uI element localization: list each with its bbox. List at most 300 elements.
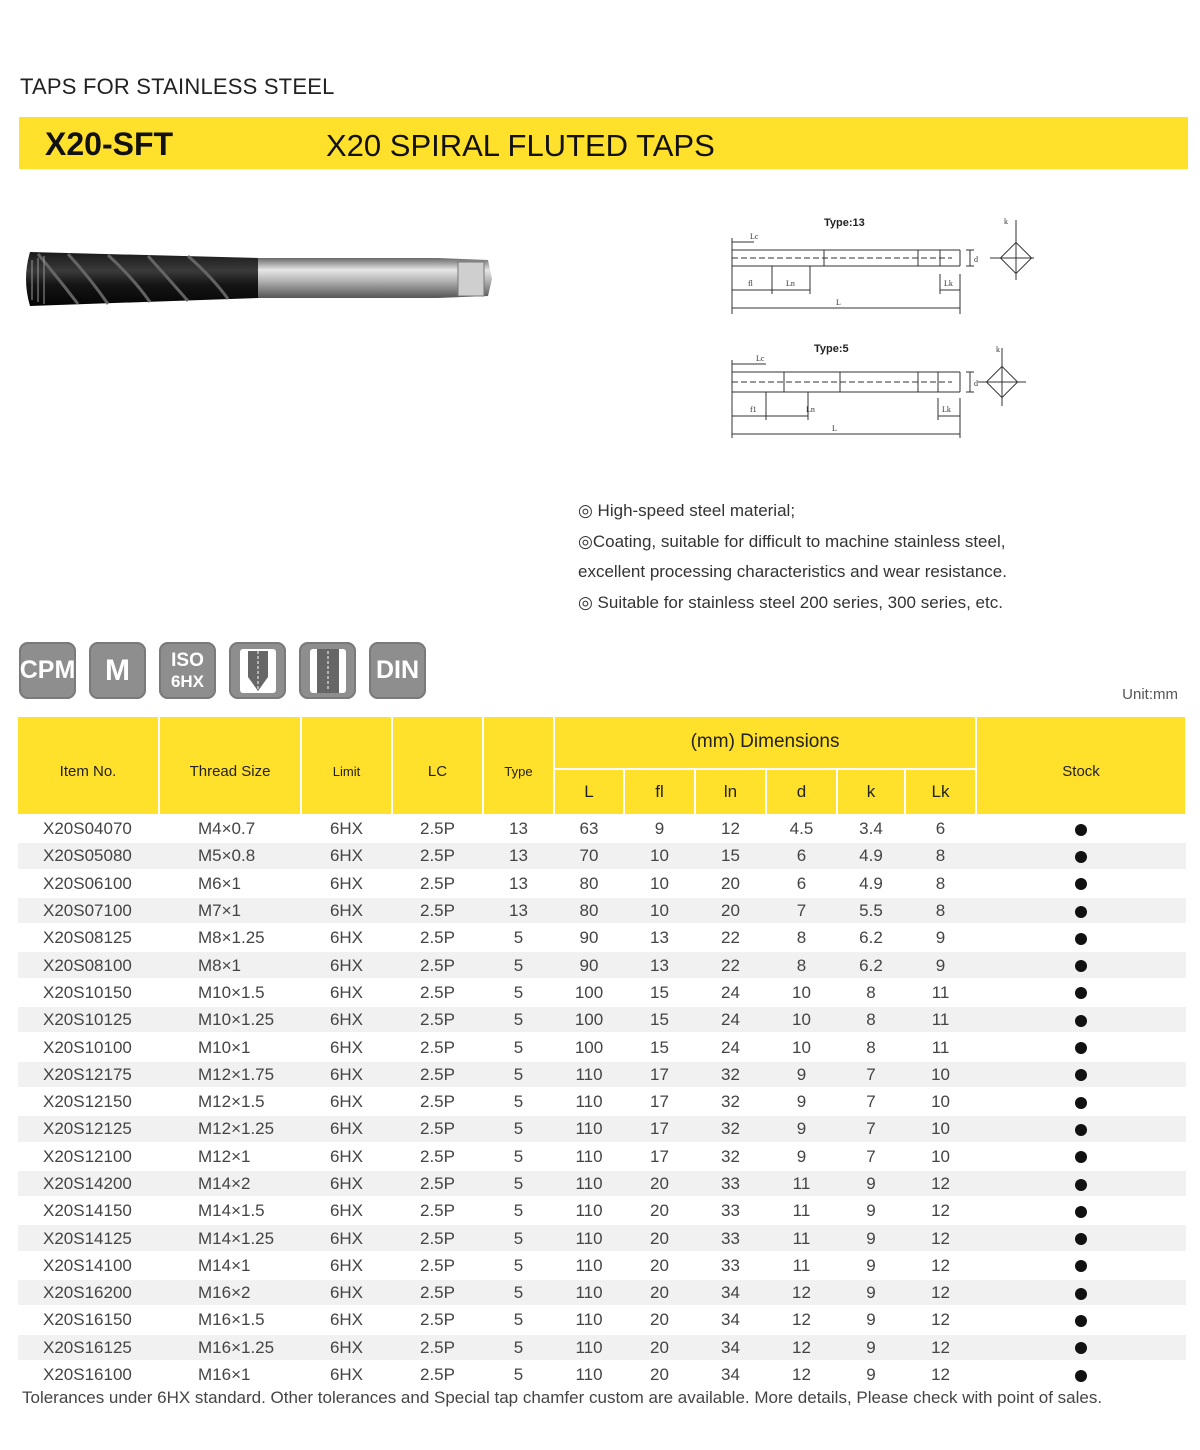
dim-lk-cell: 11 [905,979,976,1006]
in-stock-dot-icon [1075,1233,1087,1245]
table-row [18,924,1186,951]
in-stock-dot-icon [1075,933,1087,945]
lc-cell: 2.5P [392,1279,483,1306]
type13-lc: Lc [750,232,759,241]
dim-k-cell: 7 [837,1088,905,1115]
dim-l-cell: 110 [554,1224,624,1251]
col-dim-ln: ln [695,769,766,815]
item-no-cell: X20S08100 [18,951,159,978]
col-type: Type [483,717,554,815]
dim-fl-cell: 9 [624,815,695,842]
col-dim-k: k [837,769,905,815]
dim-d-cell: 12 [766,1306,837,1333]
limit-cell: 6HX [301,1115,392,1142]
item-no-cell: X20S16100 [18,1361,159,1388]
dim-k-cell: 9 [837,1279,905,1306]
dim-ln-cell: 32 [695,1088,766,1115]
in-stock-dot-icon [1075,1288,1087,1300]
lc-cell: 2.5P [392,1061,483,1088]
item-no-cell: X20S10150 [18,979,159,1006]
item-no-cell: X20S05080 [18,842,159,869]
dim-fl-cell: 17 [624,1115,695,1142]
in-stock-dot-icon [1075,960,1087,972]
blind-hole-icon [229,642,286,699]
type-cell: 5 [483,1306,554,1333]
table-row [18,1033,1186,1060]
col-dim-d: d [766,769,837,815]
type-cell: 5 [483,1033,554,1060]
lc-cell: 2.5P [392,1115,483,1142]
dim-k-cell: 7 [837,1115,905,1142]
dim-ln-cell: 22 [695,951,766,978]
dim-fl-cell: 20 [624,1170,695,1197]
type-cell: 5 [483,1088,554,1115]
stock-cell [976,1361,1186,1388]
dim-fl-cell: 10 [624,897,695,924]
dim-l-cell: 100 [554,979,624,1006]
lc-cell: 2.5P [392,1197,483,1224]
dim-lk-cell: 12 [905,1306,976,1333]
lc-cell: 2.5P [392,897,483,924]
dim-l-cell: 80 [554,897,624,924]
in-stock-dot-icon [1075,1124,1087,1136]
in-stock-dot-icon [1075,1260,1087,1272]
col-item-no: Item No. [18,717,159,815]
thread-size-cell: M16×1.5 [159,1306,301,1333]
dim-k-cell: 9 [837,1334,905,1361]
lc-cell: 2.5P [392,815,483,842]
dim-k-cell: 9 [837,1361,905,1388]
dim-lk-cell: 10 [905,1061,976,1088]
feature-list [578,496,1007,618]
thread-size-cell: M16×1.25 [159,1334,301,1361]
limit-cell: 6HX [301,1143,392,1170]
in-stock-dot-icon [1075,906,1087,918]
dim-l-cell: 100 [554,1033,624,1060]
stock-cell [976,1279,1186,1306]
stock-cell [976,897,1186,924]
thread-size-cell: M12×1.75 [159,1061,301,1088]
dim-lk-cell: 12 [905,1334,976,1361]
col-dim-lk: Lk [905,769,976,815]
in-stock-dot-icon [1075,1069,1087,1081]
thread-size-cell: M12×1.5 [159,1088,301,1115]
type-cell: 5 [483,1197,554,1224]
table-row [18,1143,1186,1170]
stock-cell [976,1252,1186,1279]
table-row [18,1279,1186,1306]
limit-cell: 6HX [301,1361,392,1388]
type13-title: Type:13 [824,217,865,229]
lc-cell: 2.5P [392,924,483,951]
thread-size-cell: M10×1.5 [159,979,301,1006]
footer-note: Tolerances under 6HX standard. Other tolerances and Special tap chamfer custom are available. More details, Please check with point of sales. [22,1388,1103,1407]
col-thread-size: Thread Size [159,717,301,815]
dim-fl-cell: 17 [624,1061,695,1088]
dim-fl-cell: 20 [624,1361,695,1388]
thread-size-cell: M4×0.7 [159,815,301,842]
dim-d-cell: 7 [766,897,837,924]
type-cell: 13 [483,870,554,897]
product-name: X20 SPIRAL FLUTED TAPS [326,128,715,163]
din-badge: DIN [369,642,426,699]
product-banner [19,117,1188,169]
dim-k-cell: 9 [837,1306,905,1333]
dim-ln-cell: 34 [695,1334,766,1361]
in-stock-dot-icon [1075,1015,1087,1027]
in-stock-dot-icon [1075,1315,1087,1327]
thread-size-cell: M7×1 [159,897,301,924]
type-cell: 5 [483,1361,554,1388]
thread-size-cell: M16×2 [159,1279,301,1306]
thread-size-cell: M8×1.25 [159,924,301,951]
dim-d-cell: 10 [766,979,837,1006]
dim-d-cell: 9 [766,1115,837,1142]
thread-size-cell: M14×1 [159,1252,301,1279]
dim-l-cell: 63 [554,815,624,842]
table-row [18,870,1186,897]
dim-fl-cell: 15 [624,979,695,1006]
item-no-cell: X20S12125 [18,1115,159,1142]
thread-size-cell: M16×1 [159,1361,301,1388]
dim-ln-cell: 34 [695,1279,766,1306]
iso-6hx-badge [159,642,216,699]
table-row [18,1334,1186,1361]
dim-fl-cell: 20 [624,1197,695,1224]
in-stock-dot-icon [1075,1097,1087,1109]
dim-fl-cell: 10 [624,870,695,897]
in-stock-dot-icon [1075,878,1087,890]
type-cell: 5 [483,1006,554,1033]
type13-k: k [1004,217,1008,226]
limit-cell: 6HX [301,1006,392,1033]
thread-size-cell: M6×1 [159,870,301,897]
dim-d-cell: 6 [766,870,837,897]
table-row [18,951,1186,978]
item-no-cell: X20S12100 [18,1143,159,1170]
thread-size-cell: M10×1.25 [159,1006,301,1033]
dim-lk-cell: 12 [905,1224,976,1251]
dim-fl-cell: 20 [624,1334,695,1361]
dim-lk-cell: 9 [905,924,976,951]
limit-cell: 6HX [301,1334,392,1361]
dim-ln-cell: 32 [695,1143,766,1170]
type-cell: 5 [483,1334,554,1361]
dim-d-cell: 9 [766,1061,837,1088]
dim-d-cell: 10 [766,1033,837,1060]
in-stock-dot-icon [1075,1206,1087,1218]
dim-d-cell: 10 [766,1006,837,1033]
dim-l-cell: 90 [554,924,624,951]
table-row [18,1006,1186,1033]
dim-l-cell: 90 [554,951,624,978]
dim-l-cell: 110 [554,1252,624,1279]
dim-fl-cell: 15 [624,1006,695,1033]
type13-fl: fl [748,279,753,288]
in-stock-dot-icon [1075,1370,1087,1382]
type5-ln: Ln [806,405,815,414]
type-cell: 5 [483,1115,554,1142]
lc-cell: 2.5P [392,1088,483,1115]
table-row [18,1361,1186,1388]
stock-cell [976,924,1186,951]
type-cell: 13 [483,815,554,842]
type5-title: Type:5 [814,343,849,355]
limit-cell: 6HX [301,1252,392,1279]
category-title: TAPS FOR STAINLESS STEEL [20,74,335,99]
dim-lk-cell: 8 [905,897,976,924]
type-cell: 5 [483,979,554,1006]
dim-ln-cell: 33 [695,1170,766,1197]
stock-cell [976,1224,1186,1251]
stock-cell [976,951,1186,978]
dim-k-cell: 7 [837,1143,905,1170]
lc-cell: 2.5P [392,1143,483,1170]
item-no-cell: X20S06100 [18,870,159,897]
table-row [18,1197,1186,1224]
dim-lk-cell: 10 [905,1115,976,1142]
thread-size-cell: M8×1 [159,951,301,978]
type-cell: 13 [483,842,554,869]
stock-cell [976,1088,1186,1115]
col-lc: LC [392,717,483,815]
limit-cell: 6HX [301,1088,392,1115]
dim-fl-cell: 20 [624,1279,695,1306]
item-no-cell: X20S14200 [18,1170,159,1197]
type5-d: d [974,379,978,388]
type5-diagram [712,340,1042,440]
dim-ln-cell: 12 [695,815,766,842]
type5-l: L [832,424,837,433]
table-row [18,842,1186,869]
dim-ln-cell: 32 [695,1115,766,1142]
limit-cell: 6HX [301,815,392,842]
dim-ln-cell: 32 [695,1061,766,1088]
spec-table-body [18,815,1186,1388]
stock-cell [976,1334,1186,1361]
product-code: X20-SFT [45,126,174,162]
in-stock-dot-icon [1075,824,1087,836]
dim-l-cell: 100 [554,1006,624,1033]
stock-cell [976,815,1186,842]
limit-cell: 6HX [301,1224,392,1251]
thread-size-cell: M12×1.25 [159,1115,301,1142]
lc-cell: 2.5P [392,1334,483,1361]
dim-ln-cell: 22 [695,924,766,951]
limit-cell: 6HX [301,1061,392,1088]
item-no-cell: X20S10125 [18,1006,159,1033]
dim-l-cell: 110 [554,1170,624,1197]
stock-cell [976,1033,1186,1060]
lc-cell: 2.5P [392,842,483,869]
dim-l-cell: 110 [554,1115,624,1142]
limit-cell: 6HX [301,1306,392,1333]
item-no-cell: X20S16125 [18,1334,159,1361]
dim-lk-cell: 12 [905,1361,976,1388]
dim-d-cell: 11 [766,1170,837,1197]
item-no-cell: X20S14150 [18,1197,159,1224]
dim-fl-cell: 17 [624,1143,695,1170]
dim-fl-cell: 20 [624,1306,695,1333]
lc-cell: 2.5P [392,1170,483,1197]
dim-ln-cell: 33 [695,1252,766,1279]
limit-cell: 6HX [301,1033,392,1060]
dim-k-cell: 3.4 [837,815,905,842]
unit-label: Unit:mm [1122,686,1178,703]
dim-lk-cell: 8 [905,870,976,897]
in-stock-dot-icon [1075,1151,1087,1163]
table-row [18,979,1186,1006]
type-cell: 5 [483,1061,554,1088]
type-cell: 5 [483,1143,554,1170]
dim-d-cell: 12 [766,1361,837,1388]
stock-cell [976,842,1186,869]
dim-k-cell: 6.2 [837,951,905,978]
dim-ln-cell: 20 [695,870,766,897]
dim-k-cell: 4.9 [837,870,905,897]
stock-cell [976,1143,1186,1170]
iso-label: ISO [171,649,204,671]
dim-k-cell: 9 [837,1224,905,1251]
stock-cell [976,1170,1186,1197]
dim-k-cell: 8 [837,979,905,1006]
dim-d-cell: 11 [766,1252,837,1279]
dim-fl-cell: 20 [624,1252,695,1279]
limit-cell: 6HX [301,951,392,978]
limit-cell: 6HX [301,1279,392,1306]
dim-l-cell: 110 [554,1334,624,1361]
dim-k-cell: 6.2 [837,924,905,951]
stock-cell [976,870,1186,897]
table-row [18,1061,1186,1088]
lc-cell: 2.5P [392,1224,483,1251]
feature-line: ◎ High-speed steel material; [578,501,796,520]
dim-d-cell: 12 [766,1334,837,1361]
dim-ln-cell: 34 [695,1306,766,1333]
metric-badge: M [89,642,146,699]
thread-size-cell: M14×1.5 [159,1197,301,1224]
lc-cell: 2.5P [392,1033,483,1060]
thread-size-cell: M10×1 [159,1033,301,1060]
dim-lk-cell: 12 [905,1197,976,1224]
dim-l-cell: 110 [554,1143,624,1170]
through-hole-icon [299,642,356,699]
type-cell: 5 [483,924,554,951]
lc-cell: 2.5P [392,979,483,1006]
dim-d-cell: 6 [766,842,837,869]
type-cell: 5 [483,1170,554,1197]
lc-cell: 2.5P [392,1006,483,1033]
type13-l: L [836,298,841,307]
thread-size-cell: M12×1 [159,1143,301,1170]
dim-lk-cell: 9 [905,951,976,978]
dim-lk-cell: 10 [905,1088,976,1115]
lc-cell: 2.5P [392,1361,483,1388]
dim-d-cell: 9 [766,1143,837,1170]
table-row [18,1306,1186,1333]
item-no-cell: X20S12175 [18,1061,159,1088]
dim-l-cell: 110 [554,1088,624,1115]
dim-lk-cell: 11 [905,1006,976,1033]
dim-lk-cell: 12 [905,1252,976,1279]
dim-lk-cell: 10 [905,1143,976,1170]
limit-cell: 6HX [301,979,392,1006]
dim-ln-cell: 15 [695,842,766,869]
dim-k-cell: 4.9 [837,842,905,869]
dim-k-cell: 9 [837,1252,905,1279]
dim-l-cell: 110 [554,1361,624,1388]
dim-lk-cell: 8 [905,842,976,869]
cpm-badge: CPM [19,642,76,699]
col-dim-fl: fl [624,769,695,815]
in-stock-dot-icon [1075,851,1087,863]
dim-d-cell: 8 [766,951,837,978]
tolerance-label: 6HX [170,671,205,691]
dim-d-cell: 12 [766,1279,837,1306]
dim-fl-cell: 17 [624,1088,695,1115]
dim-fl-cell: 13 [624,924,695,951]
dim-fl-cell: 13 [624,951,695,978]
dim-ln-cell: 33 [695,1197,766,1224]
item-no-cell: X20S04070 [18,815,159,842]
stock-cell [976,1115,1186,1142]
dim-lk-cell: 11 [905,1033,976,1060]
in-stock-dot-icon [1075,1342,1087,1354]
type13-ln: Ln [786,279,795,288]
item-no-cell: X20S10100 [18,1033,159,1060]
dim-l-cell: 110 [554,1306,624,1333]
thread-size-cell: M14×2 [159,1170,301,1197]
table-row [18,1115,1186,1142]
item-no-cell: X20S16200 [18,1279,159,1306]
dim-k-cell: 8 [837,1033,905,1060]
table-row [18,1252,1186,1279]
dim-d-cell: 4.5 [766,815,837,842]
dim-l-cell: 110 [554,1061,624,1088]
stock-cell [976,1306,1186,1333]
table-row [18,1224,1186,1251]
dim-lk-cell: 12 [905,1279,976,1306]
dim-d-cell: 9 [766,1088,837,1115]
type-cell: 5 [483,1224,554,1251]
limit-cell: 6HX [301,897,392,924]
limit-cell: 6HX [301,1170,392,1197]
limit-cell: 6HX [301,924,392,951]
in-stock-dot-icon [1075,1179,1087,1191]
feature-line: excellent processing characteristics and wear resistance. [578,562,1007,581]
stock-cell [976,979,1186,1006]
table-row [18,1170,1186,1197]
dim-k-cell: 7 [837,1061,905,1088]
lc-cell: 2.5P [392,1252,483,1279]
type-cell: 5 [483,951,554,978]
thread-size-cell: M14×1.25 [159,1224,301,1251]
type5-k: k [996,345,1000,354]
type5-lk: Lk [942,405,951,414]
table-row [18,897,1186,924]
limit-cell: 6HX [301,870,392,897]
dim-l-cell: 110 [554,1197,624,1224]
type5-fl: f1 [750,405,757,414]
stock-cell [976,1061,1186,1088]
item-no-cell: X20S12150 [18,1088,159,1115]
type13-d: d [974,255,978,264]
type-cell: 5 [483,1279,554,1306]
item-no-cell: X20S14100 [18,1252,159,1279]
dim-ln-cell: 24 [695,1006,766,1033]
item-no-cell: X20S08125 [18,924,159,951]
dim-fl-cell: 10 [624,842,695,869]
